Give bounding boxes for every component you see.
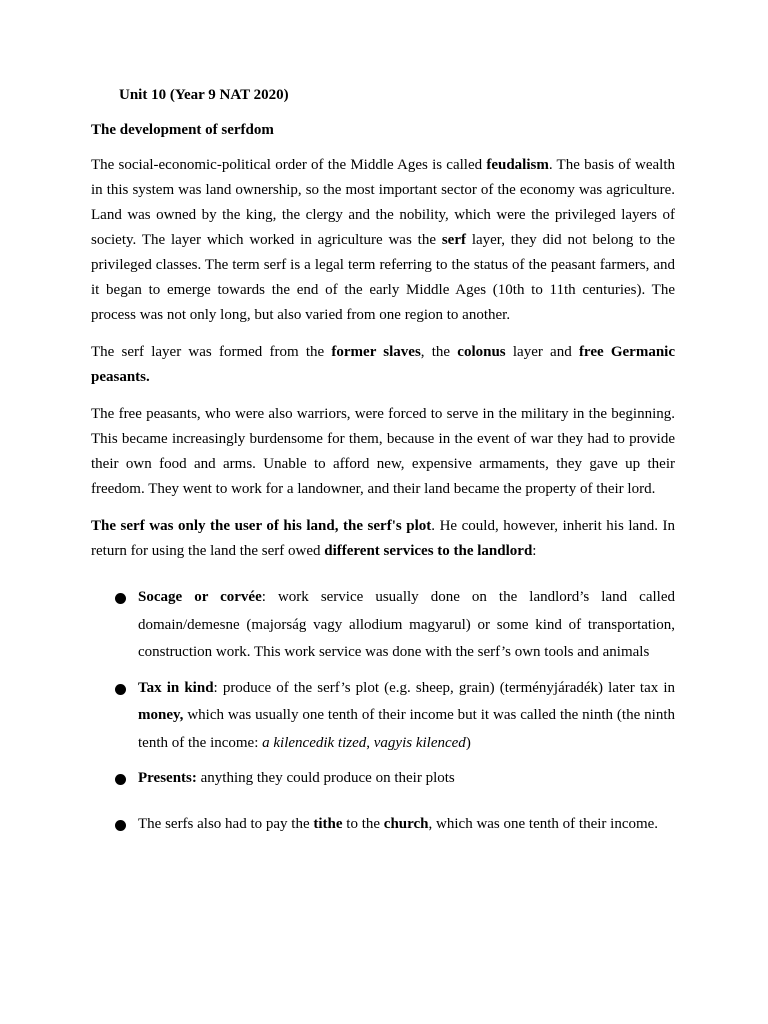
bullet-icon [115, 820, 126, 831]
bullet-icon [115, 684, 126, 695]
services-list [91, 584, 675, 838]
paragraph-feudalism: The social-economic-political order of the Middle Ages is called feudalism. The basis of wealth in this system was land ownership, so the most important sector of the economy was agriculture. Land was owned by the king, the clergy and the nobility, which were the privileged layers of society. The layer which worked in agriculture was the serf layer, they did not belong to the privileged classes. The term serf is a legal term referring to the status of the peasant farmers, and it began to emerge towards the end of the early Middle Ages (10th to 11th centuries). The process was not only long, but also varied from one region to another. [91, 157, 676, 323]
list-item-tax-in-kind: Tax in kind: produce of the serf’s plot (e.g. sheep, grain) (terményjáradék) later tax in money, which was usually one tenth of their income but it was called the ninth (the ninth tenth of the income: a kilencedik tized, vagyis kilenced) [91, 675, 675, 758]
paragraph-serf-origins: The serf layer was formed from the former slaves, the colonus layer and free Germanic peasants. [91, 344, 675, 385]
unit-heading: Unit 10 (Year 9 NAT 2020) [119, 87, 289, 103]
document-content [91, 84, 675, 838]
bullet-icon [115, 593, 126, 604]
paragraph-serf-plot: The serf was only the user of his land, the serf's plot. He could, however, inherit his land. In return for using the land the serf owed different services to the landlord: [91, 518, 675, 559]
document-title: The development of serfdom [91, 122, 274, 138]
list-item-presents: Presents: anything they could produce on their plots [91, 765, 675, 793]
list-item-socage: Socage or corvée: work service usually done on the landlord’s land called domain/demesne (majorság vagy allodium magyarul) or some kind of transportation, construction work. This work service was done with the serf’s own tools and animals [91, 584, 675, 667]
bullet-icon [115, 774, 126, 785]
list-item-tithe: The serfs also had to pay the tithe to the church, which was one tenth of their income. [91, 811, 675, 839]
paragraph-free-peasants: The free peasants, who were also warriors, were forced to serve in the military in the beginning. This became increasingly burdensome for them, because in the event of war they had to provide their own food and arms. Unable to afford new, expensive armaments, they gave up their freedom. They went to work for a landowner, and their land became the property of their lord. [91, 406, 675, 497]
